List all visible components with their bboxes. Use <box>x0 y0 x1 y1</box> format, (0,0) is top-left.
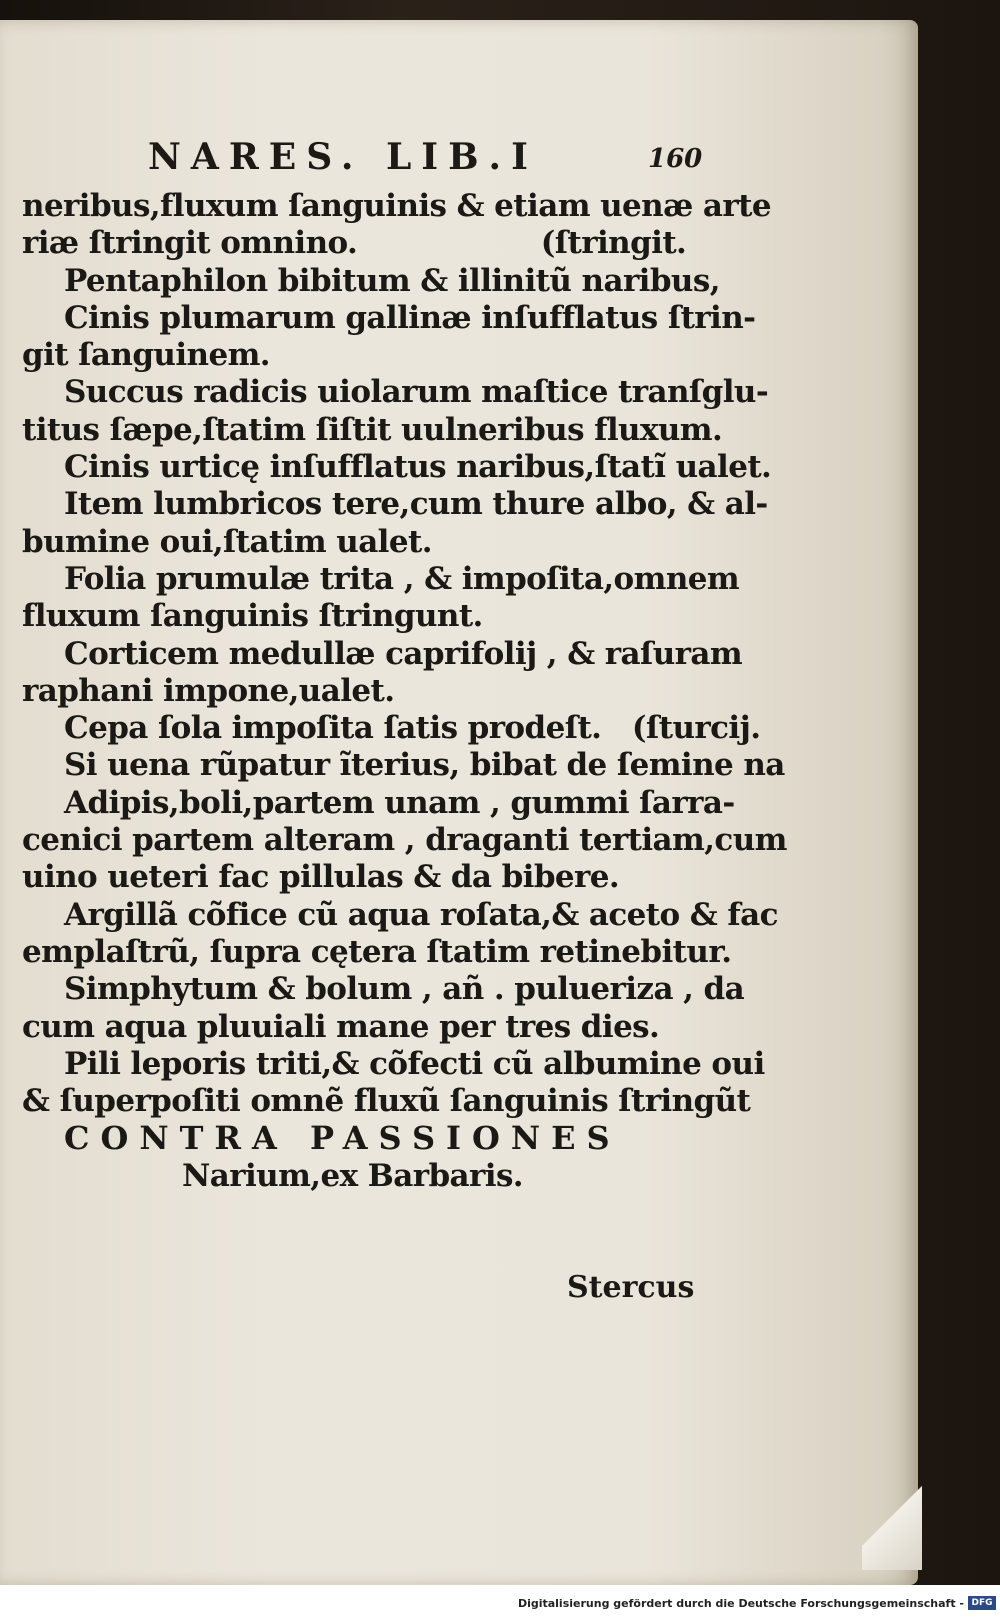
text-line: Adipis,boli,partem unam , gummi ſarra- <box>64 784 735 821</box>
torn-page-corner <box>862 1460 922 1570</box>
dfg-logo: DFG <box>968 1596 996 1610</box>
text-line: Cinis urticę inſufflatus naribus,ſtatĩ ualet. <box>64 449 772 486</box>
text-line: & ſuperpoſiti omnẽ fluxũ ſanguinis ſtringũt <box>22 1083 751 1120</box>
text-line: Cinis plumarum gallinæ inſufflatus ſtrin- <box>64 299 756 336</box>
text-line: git ſanguinem. <box>22 337 270 374</box>
text-line: uino ueteri fac pillulas & da bibere. <box>22 859 620 896</box>
running-head: NARES. LIB.I <box>148 136 538 178</box>
text-line: bumine oui,ſtatim ualet. <box>22 523 432 560</box>
text-line: neribus,fluxum ſanguinis & etiam uenæ arte <box>22 188 771 224</box>
text-line: raphani impone,ualet. <box>22 672 395 709</box>
page-header <box>148 136 708 184</box>
text-line: Cepa ſola impoſita ſatis prodeſt. (ſturcij. <box>64 710 761 747</box>
text-line: Succus radicis uiolarum maſtice tranſglu- <box>64 374 769 411</box>
text-line: titus ſæpe,ſtatim ſiſtit uulneribus fluxum. <box>22 411 723 448</box>
text-line: Pili leporis triti,& cõfecti cũ albumine oui <box>64 1045 765 1082</box>
text-line: cum aqua pluuiali mane per tres dies. <box>22 1008 660 1045</box>
section-heading: CONTRA PASSIONES <box>64 1119 621 1158</box>
funding-credit: Digitalisierung gefördert durch die Deutsche Forschungsgemeinschaft - <box>517 1597 964 1610</box>
digitization-footer <box>0 1585 1000 1619</box>
text-line: fluxum ſanguinis ſtringunt. <box>22 598 483 635</box>
catchword: Stercus <box>567 1270 695 1305</box>
text-line: Si uena rũpatur ĩterius, bibat de ſemine na <box>64 747 785 784</box>
text-line: cenici partem alteram , draganti tertiam,cum <box>22 822 787 859</box>
text-line: riæ ſtringit omnino. (ſtringit. <box>22 225 687 262</box>
text-line: emplaſtrũ, ſupra cętera ſtatim retinebitur. <box>22 933 732 970</box>
section-subheading: Narium,ex Barbaris. <box>182 1157 523 1194</box>
text-line: Item lumbricos tere,cum thure albo, & al- <box>64 486 768 523</box>
text-line: Argillã cõfice cũ aqua roſata,& aceto & fac <box>64 896 778 933</box>
page-number: 160 <box>648 144 703 174</box>
text-line: Simphytum & bolum , añ . pulueriza , da <box>64 971 745 1008</box>
text-line: Corticem medullæ caprifolij , & raſuram <box>64 635 743 672</box>
text-line: Folia prumulæ trita , & impoſita,omnem <box>64 560 740 597</box>
body-text <box>22 188 787 1195</box>
text-line: Pentaphilon bibitum & illinitũ naribus, <box>64 262 720 299</box>
